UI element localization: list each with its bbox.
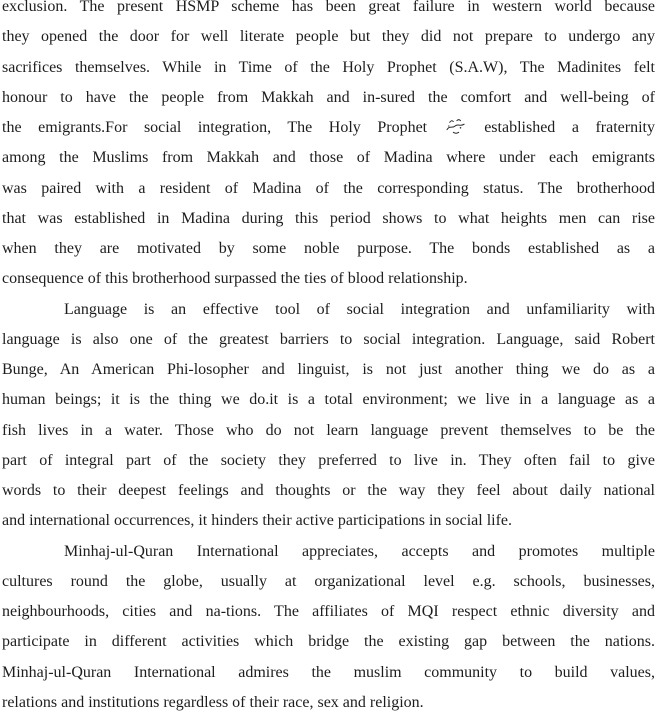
text-line: cultures round the globe, usually at organizational level e.g. schools, businesses,: [2, 572, 655, 590]
paragraph: [2, 537, 655, 719]
paragraph: [2, 295, 655, 537]
text-line: relations and institutions regardless of their race, sex and religion.: [2, 693, 424, 711]
text-line: and international occurrences, it hinders their active participations in social life.: [2, 512, 513, 530]
text-line: when they are motivated by some noble purpose. The bonds established as a: [2, 240, 655, 257]
text-line: neighbourhoods, cities and na-tions. The affiliates of MQI respect ethnic diversity and: [2, 603, 655, 620]
paragraph: [2, 0, 655, 295]
text-line: among the Muslims from Makkah and those of Madina where under each emigrants: [2, 149, 655, 167]
text-line: Bunge, An American Phi-losopher and linguist, is not just another thing we do as a: [2, 361, 655, 378]
text-line: participate in different activities which bridge the existing gap between the nations.: [2, 633, 655, 651]
text-line: that was established in Madina during this period shows to what heights men can rise: [2, 209, 655, 227]
text-line: human beings; it is the thing we do.it is a total environment; we live in a language as a: [2, 391, 655, 409]
text-line: part of integral part of the society they preferred to live in. They often fail to give: [2, 451, 655, 469]
text-line: language is also one of the greatest barriers to social integration. Language, said Robert: [2, 330, 655, 348]
text-line: they opened the door for well literate people but they did not prepare to undergo any: [2, 28, 655, 46]
text-line: was paired with a resident of Madina of the corresponding status. The brotherhood: [2, 179, 655, 197]
text-line: sacrifices themselves. While in Time of the Holy Prophet (S.A.W), The Madinites felt: [2, 58, 655, 76]
text-line: exclusion. The present HSMP scheme has been great failure in western world because: [2, 0, 655, 15]
text-line: the emigrants.For social integration, The Holy Prophet established a fraternity: [2, 119, 655, 136]
sallallahu-alayhi-wasallam-calligraphy-icon: [445, 117, 467, 135]
text-line: Minhaj-ul-Quran International admires the muslim community to build values,: [2, 663, 655, 681]
text-line: honour to have the people from Makkah and in-sured the comfort and well-being of: [2, 88, 655, 106]
text-line: Minhaj-ul-Quran International appreciates, accepts and promotes multiple: [64, 542, 655, 560]
text-block: [2, 0, 655, 718]
text-line: consequence of this brotherhood surpassed the ties of blood relationship.: [2, 270, 468, 288]
text-line: fish lives in a water. Those who do not learn language prevent themselves to be the: [2, 421, 655, 439]
text-line: words to their deepest feelings and thoughts or the way they feel about daily national: [2, 482, 655, 499]
text-line: Language is an effective tool of social integration and unfamiliarity with: [64, 300, 655, 318]
